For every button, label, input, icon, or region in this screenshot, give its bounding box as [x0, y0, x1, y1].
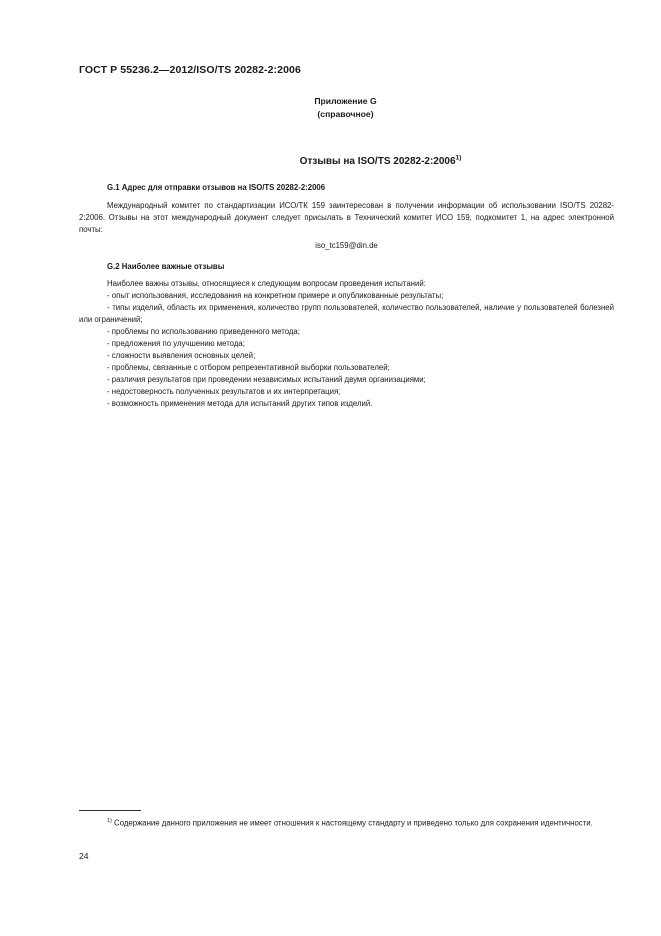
page-number: 24 — [79, 851, 89, 861]
section-g2 — [79, 261, 614, 410]
list-item: - проблемы, связанные с отбором репрезентативной выборки пользователей; — [107, 363, 390, 372]
section-g1-heading: G.1 Адрес для отправки отзывов на ISO/TS 20282-2:2006 — [107, 183, 326, 192]
list-item: - проблемы по использованию приведенного метода; — [107, 327, 300, 336]
page-title — [0, 155, 661, 167]
section-g2-intro: Наиболее важны отзывы, относящиеся к следующим вопросам проведения испытаний: — [107, 279, 426, 288]
footnote-mark: 1) — [107, 818, 112, 824]
page-title-text: Отзывы на ISO/TS 20282-2:2006 — [299, 156, 456, 168]
section-g1 — [79, 182, 614, 252]
section-g1-paragraph: Международный комитет по стандартизации ИСО/ТК 159 заинтересован в получении информации об использовании ISO/TS 20282-2:2006. Отзывы на этот международный документ следует присылать в Технический комитет ИСО 159, подкомитет 1, на адрес электронной почты: — [79, 201, 614, 234]
list-item: - предложения по улучшению метода; — [107, 339, 245, 348]
footnote — [79, 815, 614, 830]
list-item: - сложности выявления основных целей; — [107, 351, 256, 360]
contact-email: iso_tc159@din.de — [315, 241, 378, 250]
annex-subtitle: (справочное) — [317, 109, 374, 119]
list-item: - опыт использования, исследования на конкретном примере и опубликованные результаты; — [107, 291, 444, 300]
footnote-text: Содержание данного приложения не имеет отношения к настоящему стандарту и приведено только для сохранения идентичности. — [111, 818, 593, 828]
annex-title: Приложение G — [314, 96, 377, 106]
list-item: - типы изделий, область их применения, количество групп пользователей, количество пользователей, наличие у пользователей болезней или ограничений; — [79, 303, 614, 324]
annex-heading — [0, 95, 661, 121]
list-item: - недостоверность полученных результатов и их интерпретация; — [107, 387, 341, 396]
list-item: - возможность применения метода для испытаний других типов изделий. — [107, 399, 373, 408]
section-g2-heading: G.2 Наиболее важные отзывы — [107, 262, 225, 271]
document-header: ГОСТ Р 55236.2—2012/ISO/TS 20282-2:2006 — [79, 64, 301, 76]
list-item: - различия результатов при проведении независимых испытаний двумя организациями; — [107, 375, 426, 384]
footnote-reference: 1) — [455, 155, 462, 162]
footnote-divider — [79, 810, 141, 811]
